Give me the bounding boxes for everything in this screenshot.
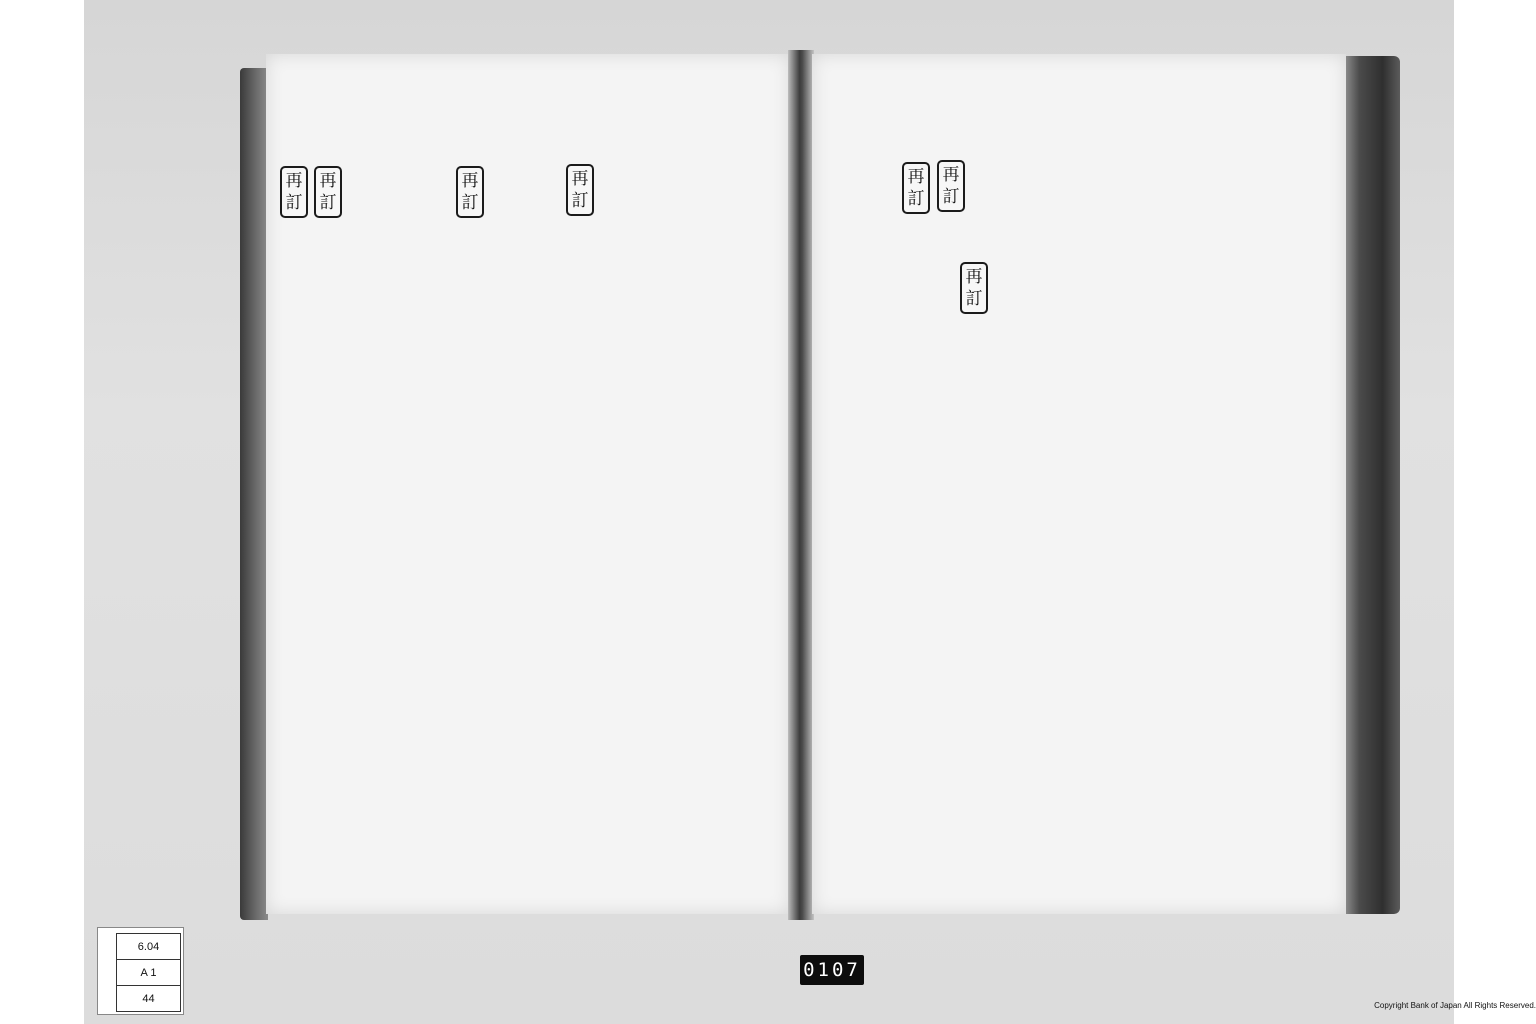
copyright-notice: Copyright Bank of Japan All Rights Reserved. <box>1374 1001 1536 1010</box>
archive-label-table <box>116 933 181 1012</box>
revision-stamp: 再 訂 <box>314 166 342 218</box>
revision-stamp: 再 訂 <box>902 162 930 214</box>
revision-stamp: 再 訂 <box>566 164 594 216</box>
revision-stamp: 再 訂 <box>937 160 965 212</box>
archive-label-row: 44 <box>142 992 155 1005</box>
revision-stamp: 再 訂 <box>960 262 988 314</box>
archive-label-row: 6.04 <box>117 934 180 960</box>
revision-stamp: 再 訂 <box>456 166 484 218</box>
book-gutter <box>788 50 814 920</box>
right-cover-edge <box>1342 56 1400 914</box>
archive-label-card <box>97 927 184 1015</box>
left-page <box>266 54 790 914</box>
archive-label-row: A 1 <box>117 960 180 986</box>
right-page <box>812 54 1346 914</box>
open-ledger-book <box>240 50 1400 930</box>
left-cover-edge <box>240 68 268 920</box>
revision-stamp: 再 訂 <box>280 166 308 218</box>
frame-number: 0107 <box>800 955 864 985</box>
